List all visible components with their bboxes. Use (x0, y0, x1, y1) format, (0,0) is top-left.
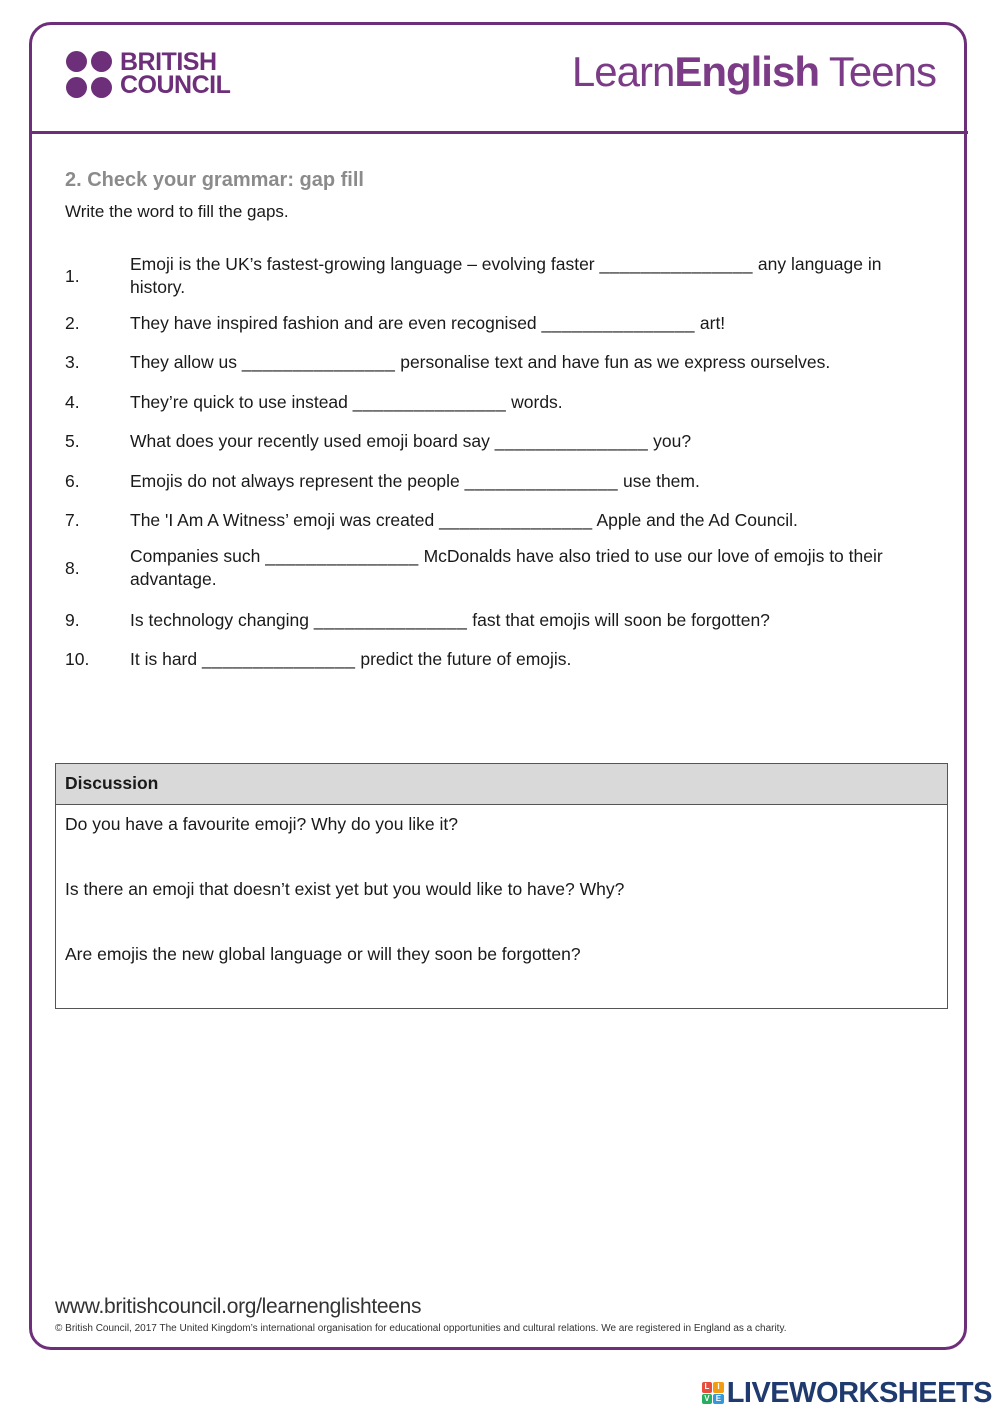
liveworksheets-wordmark: LIVEWORKSHEETS (726, 1376, 992, 1409)
question-item: 9. Is technology changing _______________ fast that emojis will soon be forgotten? (65, 609, 770, 630)
question-number: 1. (65, 265, 80, 286)
footer-copyright: © British Council, 2017 The United Kingdom’s international organisation for educational opportunities and cultural relations. We are registered in England as a charity. (55, 1323, 787, 1334)
question-item: 5. What does your recently used emoji board say _______________ you? (65, 430, 692, 451)
discussion-heading: Discussion (56, 764, 947, 805)
bc-dots-icon (66, 51, 114, 99)
question-number: 8. (65, 557, 80, 578)
gap-blank[interactable]: _______________ (265, 546, 419, 566)
gap-blank[interactable]: _______________ (241, 351, 396, 372)
question-number: 9. (65, 609, 80, 630)
liveworksheets-icon: L I V E (702, 1382, 724, 1404)
question-item: 2. They have inspired fashion and are even recognised _______________ art! (65, 312, 726, 333)
question-number: 5. (65, 430, 80, 451)
header-divider (32, 131, 968, 134)
question-number: 2. (65, 312, 80, 333)
question-item: 6. Emojis do not always represent the people _______________ use them. (65, 470, 700, 491)
gap-blank[interactable]: _______________ (439, 509, 593, 530)
question-number: 6. (65, 470, 80, 491)
gap-blank[interactable]: _______________ (313, 609, 468, 630)
bc-logo-line2: COUNCIL (120, 71, 231, 99)
gap-blank[interactable]: _______________ (599, 254, 754, 274)
gap-blank[interactable]: _______________ (541, 312, 696, 333)
bc-logo-line1: BRITISH (120, 48, 217, 76)
gap-blank[interactable]: _______________ (201, 648, 356, 669)
gap-blank[interactable]: _______________ (464, 470, 619, 491)
learnenglish-teens-logo: LearnEnglish Teens (571, 48, 936, 95)
question-item: 3. They allow us _______________ personalise text and have fun as we express ourselves. (65, 351, 831, 372)
question-item: 1. Emoji is the UK’s fastest-growing language – evolving faster _______________ any language in history. (65, 254, 882, 297)
discussion-box (55, 763, 948, 1009)
question-item: 4. They’re quick to use instead _______________ words. (65, 391, 563, 412)
question-item: 10. It is hard _______________ predict the future of emojis. (65, 648, 572, 669)
question-item: 7. The 'I Am A Witness’ emoji was created _______________ Apple and the Ad Council. (65, 509, 798, 530)
discussion-question: Are emojis the new global language or will they soon be forgotten? (65, 944, 581, 964)
discussion-question: Do you have a favourite emoji? Why do you like it? (65, 814, 458, 834)
question-item: 8. Companies such _______________ McDonalds have also tried to use our love of emojis to their advantage. (65, 546, 883, 589)
question-number: 4. (65, 391, 80, 412)
discussion-question: Is there an emoji that doesn’t exist yet but you would like to have? Why? (65, 879, 625, 899)
question-number: 7. (65, 509, 80, 530)
gap-fill-list (65, 254, 925, 672)
liveworksheets-logo (702, 1376, 992, 1410)
question-number: 3. (65, 351, 80, 372)
instructions: Write the word to fill the gaps. (65, 202, 289, 221)
gap-blank[interactable]: _______________ (494, 430, 649, 451)
question-number: 10. (65, 648, 90, 669)
gap-blank[interactable]: _______________ (352, 391, 507, 412)
section-title: 2. Check your grammar: gap fill (65, 169, 364, 191)
footer-url[interactable]: www.britishcouncil.org/learnenglishteens (55, 1295, 422, 1318)
